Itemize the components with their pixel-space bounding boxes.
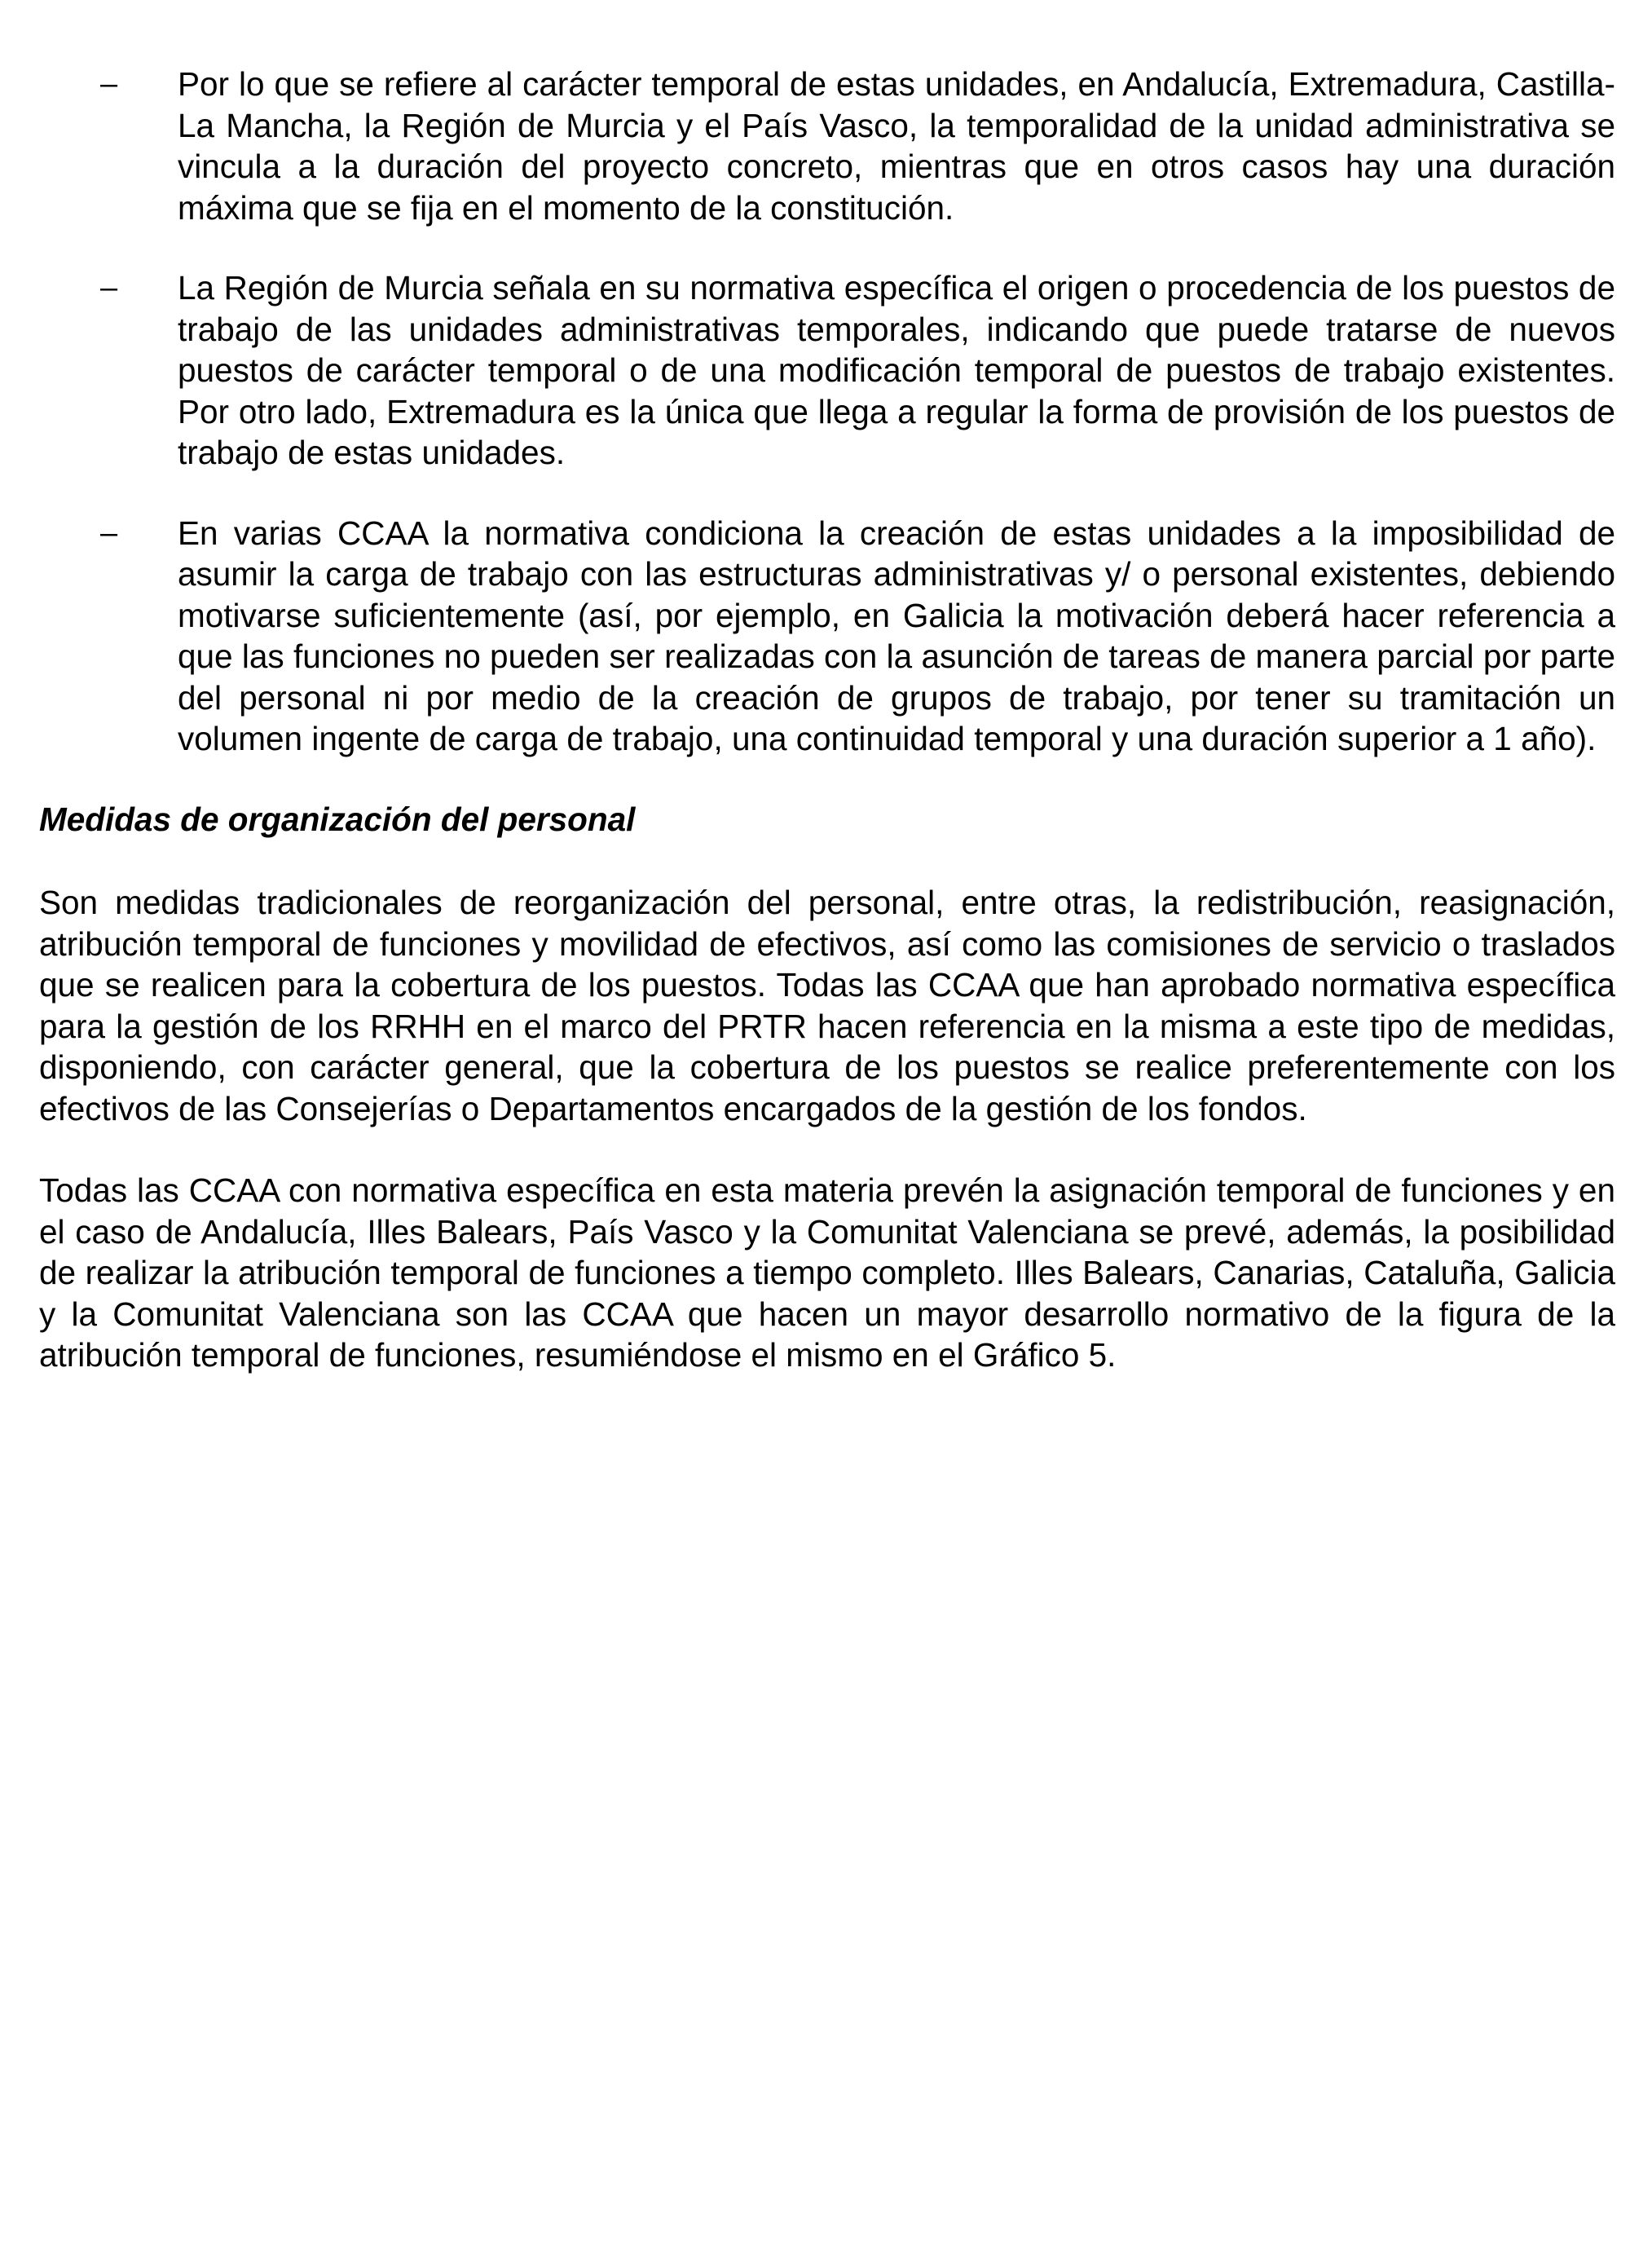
list-item — [39, 64, 1615, 228]
bullet-text: Por lo que se refiere al carácter temporal de estas unidades, en Andalucía, Extremadura, Castilla-La Mancha, la Región de Murcia y el País Vasco, la temporalidad de la unidad administrativa se vincula a la duración del proyecto concreto, mientras que en otros casos hay una duración máxima que se fija en el momento de la constitución. — [178, 65, 1615, 227]
body-paragraph: Son medidas tradicionales de reorganización del personal, entre otras, la redistribución, reasignación, atribución temporal de funciones y movilidad de efectivos, así como las comisiones de servicio o traslados que se realicen para la cobertura de los puestos. Todas las CCAA que han aprobado normativa específica para la gestión de los RRHH en el marco del PRTR hacen referencia en la misma a este tipo de medidas, disponiendo, con carácter general, que la cobertura de los puestos se realice preferentemente con los efectivos de las Consejerías o Departamentos encargados de la gestión de los fondos. — [39, 884, 1615, 1127]
list-item — [39, 513, 1615, 760]
bullet-list — [39, 64, 1615, 760]
bullet-text: En varias CCAA la normativa condiciona la creación de estas unidades a la imposibilidad de asumir la carga de trabajo con las estructuras administrativas y/ o personal existentes, debiendo motivarse suficientemente (así, por ejemplo, en Galicia la motivación deberá hacer referencia a que las funciones no pueden ser realizadas con la asunción de tareas de manera parcial por parte del personal ni por medio de la creación de grupos de trabajo, por tener su tramitación un volumen ingente de carga de trabajo, una continuidad temporal y una duración superior a 1 año). — [178, 514, 1615, 757]
list-item — [39, 267, 1615, 474]
document-page — [39, 64, 1615, 1417]
dash-bullet-icon: – — [100, 271, 118, 305]
section-heading: Medidas de organización del personal — [39, 800, 636, 838]
bullet-text: La Región de Murcia señala en su normativa específica el origen o procedencia de los puestos de trabajo de las unidades administrativas temporales, indicando que puede tratarse de nuevos puestos de carácter temporal o de una modificación temporal de puestos de trabajo existentes. Por otro lado, Extremadura es la única que llega a regular la forma de provisión de los puestos de trabajo de estas unidades. — [178, 269, 1615, 471]
dash-bullet-icon: – — [100, 67, 118, 101]
dash-bullet-icon: – — [100, 515, 118, 550]
body-paragraph: Todas las CCAA con normativa específica en esta materia prevén la asignación temporal de funciones y en el caso de Andalucía, Illes Balears, País Vasco y la Comunitat Valenciana se prevé, además, la posibilidad de realizar la atribución temporal de funciones a tiempo completo. Illes Balears, Canarias, Cataluña, Galicia y la Comunitat Valenciana son las CCAA que hacen un mayor desarrollo normativo de la figura de la atribución temporal de funciones, resumiéndose el mismo en el Gráfico 5. — [39, 1171, 1615, 1374]
